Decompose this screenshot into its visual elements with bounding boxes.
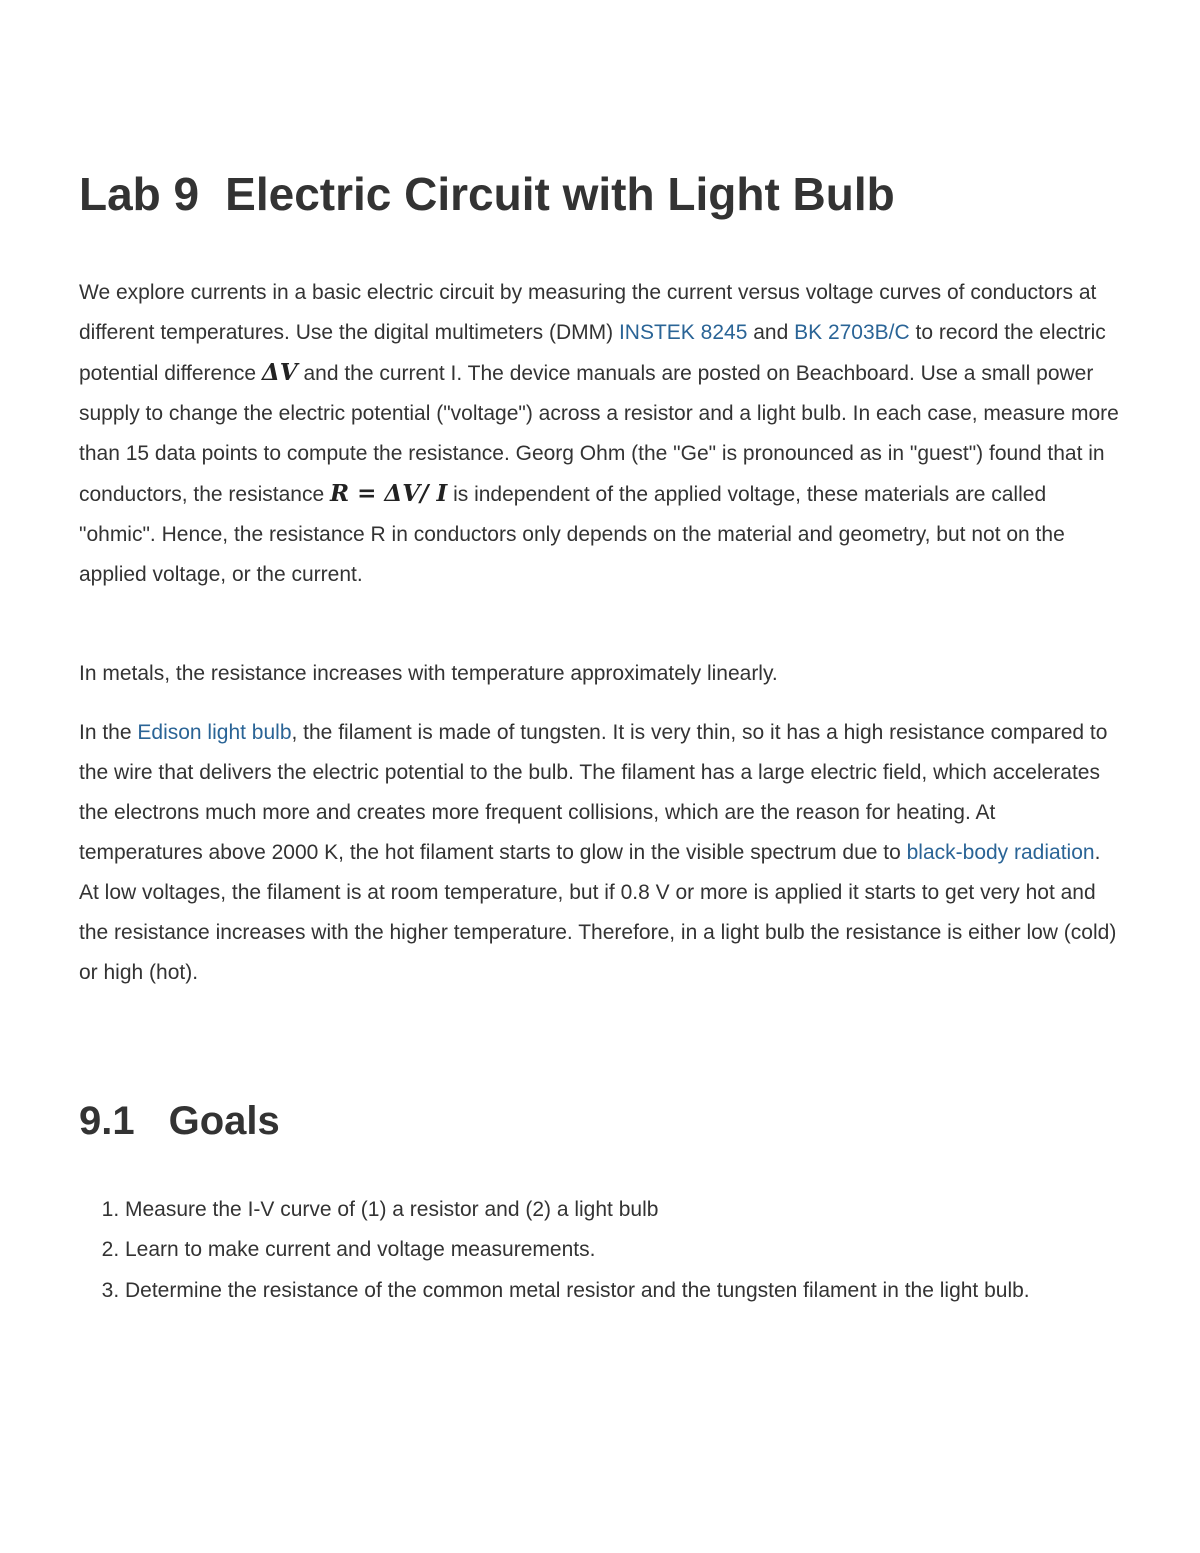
intro-text-2: and: [747, 321, 795, 344]
edison-text-1: In the: [79, 721, 138, 744]
section-title: Goals: [168, 1099, 280, 1143]
intro-text-1: We explore currents in a basic electric circuit by measuring the current versus voltage curves of conductors at different temperatures. Use the digital multimeters (DMM): [79, 281, 1097, 344]
intro-text-4: and the current I. The device manuals are posted on Beachboard. Use a small power supply to change the electric potential ("voltage") across a resistor and a light bulb. In each case, measure more than 15 data points to compute the resistance. Georg Ohm (the "Ge" is pronounced as in "guest") found that in conductors, the resistance: [79, 362, 1119, 506]
list-item: 2. Learn to make current and voltage measurements.: [125, 1230, 1124, 1270]
goals-heading: [79, 1093, 280, 1149]
delta-v-formula: ΔV: [261, 359, 298, 386]
intro-text-5: is independent of the applied voltage, these materials are called "ohmic". Hence, the resistance R in conductors only depends on the material and geometry, but not on the applied voltage, or the current.: [79, 483, 1065, 586]
edison-text-3: . At low voltages, the filament is at room temperature, but if 0.8 V or more is applied it starts to get very hot and the resistance increases with the higher temperature. Therefore, in a light bulb the resistance is either low (cold) or high (hot).: [79, 841, 1117, 984]
metals-paragraph: In metals, the resistance increases with temperature approximately linearly.: [79, 662, 778, 685]
edison-text-2: , the filament is made of tungsten. It is very thin, so it has a high resistance compared to the wire that delivers the electric potential to the bulb. The filament has a large electric field, which accelerates the electrons much more and creates more frequent collisions, which are the reason for heating. At temperatures above 2000 K, the hot filament starts to glow in the visible spectrum due to: [79, 721, 1108, 864]
list-item: 1. Measure the I-V curve of (1) a resistor and (2) a light bulb: [125, 1190, 1124, 1230]
intro-text-3: to record the electric potential difference: [79, 321, 1106, 385]
section-number: 9.1: [79, 1099, 135, 1143]
edison-light-bulb-link[interactable]: Edison light bulb: [137, 721, 292, 744]
page-title: [79, 162, 895, 226]
ohms-law-formula: R = ΔV/ I: [329, 480, 448, 507]
black-body-radiation-link[interactable]: black-body radiation: [906, 841, 1095, 864]
chapter-number: Lab 9: [79, 168, 200, 220]
intro-paragraph: [79, 273, 1124, 595]
goals-list: [79, 1190, 1124, 1312]
chapter-title: Electric Circuit with Light Bulb: [225, 168, 895, 220]
bk-link[interactable]: BK 2703B/C: [794, 321, 910, 344]
list-item: 3. Determine the resistance of the common metal resistor and the tungsten filament in the light bulb.: [125, 1270, 1124, 1312]
edison-paragraph: [79, 713, 1124, 993]
instek-link[interactable]: INSTEK 8245: [618, 321, 748, 344]
